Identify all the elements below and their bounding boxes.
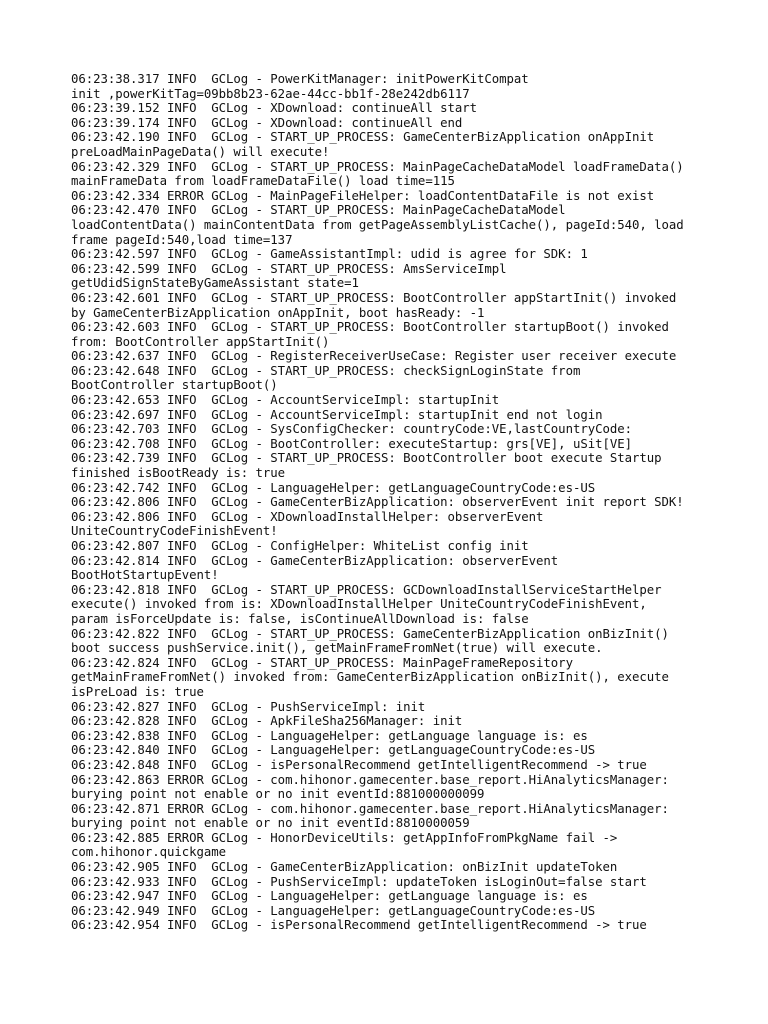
log-entry: 06:23:42.648 INFO GCLog - START_UP_PROCESS: checkSignLoginState from BootController startupBoot() [71,363,581,393]
log-entry: 06:23:42.742 INFO GCLog - LanguageHelper: getLanguageCountryCode:es-US [71,480,596,495]
log-entry: 06:23:42.885 ERROR GCLog - HonorDeviceUtils: getAppInfoFromPkgName fail -> com.hihonor.quickgame [71,830,618,860]
log-entry: 06:23:38.317 INFO GCLog - PowerKitManager: initPowerKitCompat init ,powerKitTag=09bb8b23-62ae-44cc-bb1f-28e242db6117 [71,72,529,101]
log-entry: 06:23:42.597 INFO GCLog - GameAssistantImpl: udid is agree for SDK: 1 [71,247,588,262]
log-entry: 06:23:42.806 INFO GCLog - GameCenterBizApplication: observerEvent init report SDK! [71,495,684,510]
log-entry: 06:23:42.708 INFO GCLog - BootController: executeStartup: grs[VE], uSit[VE] [71,436,632,451]
log-entry: 06:23:42.703 INFO GCLog - SysConfigChecker: countryCode:VE,lastCountryCode: [71,422,632,437]
log-entry: 06:23:42.822 INFO GCLog - START_UP_PROCESS: GameCenterBizApplication onBizInit() boot success pushService.init(), getMainFrameFromNet(true) will execute. [71,626,669,656]
log-entry: 06:23:42.947 INFO GCLog - LanguageHelper: getLanguage language is: es [71,889,588,904]
log-entry: 06:23:42.848 INFO GCLog - isPersonalRecommend getIntelligentRecommend -> true [71,757,647,772]
log-entry: 06:23:42.653 INFO GCLog - AccountServiceImpl: startupInit [71,393,500,408]
log-entry: 06:23:42.807 INFO GCLog - ConfigHelper: WhiteList config init [71,539,529,553]
log-entry: 06:23:42.824 INFO GCLog - START_UP_PROCESS: MainPageFrameRepository getMainFrameFromNet() invoked from: GameCenterBizApplication onBizInit(), execute isPreLoad is: true [71,655,669,699]
log-entry: 06:23:42.190 INFO GCLog - START_UP_PROCESS: GameCenterBizApplication onAppInit preLoadMainPageData() will execute! [71,130,655,159]
log-output [71,72,731,933]
log-entry: 06:23:42.739 INFO GCLog - START_UP_PROCESS: BootController boot execute Startup finished isBootReady is: true [71,451,662,481]
log-entry: 06:23:42.818 INFO GCLog - START_UP_PROCESS: GCDownloadInstallServiceStartHelper execute() invoked from is: XDownloadInstallHelper UniteCountryCodeFinishEvent, param isForceUpdate is: false, isContinueAllDownload is: false [71,582,662,626]
log-entry: 06:23:42.637 INFO GCLog - RegisterReceiverUseCase: Register user receiver execute [71,349,677,364]
log-entry: 06:23:42.933 INFO GCLog - PushServiceImpl: updateToken isLoginOut=false start [71,874,647,889]
log-entry: 06:23:39.152 INFO GCLog - XDownload: continueAll start [71,101,477,116]
log-entry: 06:23:42.828 INFO GCLog - ApkFileSha256Manager: init [71,714,463,729]
log-entry: 06:23:42.905 INFO GCLog - GameCenterBizApplication: onBizInit updateToken [71,860,618,875]
log-entry: 06:23:42.601 INFO GCLog - START_UP_PROCESS: BootController appStartInit() invoked by GameCenterBizApplication onAppInit, boot hasReady: -1 [71,290,677,320]
log-entry: 06:23:42.697 INFO GCLog - AccountServiceImpl: startupInit end not login [71,407,603,422]
log-entry: 06:23:42.949 INFO GCLog - LanguageHelper: getLanguageCountryCode:es-US [71,903,596,918]
log-entry: 06:23:42.863 ERROR GCLog - com.hihonor.gamecenter.base_report.HiAnalyticsManager: burying point not enable or no init eventId:881000000099 [71,772,669,802]
log-entry: 06:23:42.470 INFO GCLog - START_UP_PROCESS: MainPageCacheDataModel loadContentData() mainContentData from getPageAssemblyListCache(), pageId:540, load frame pageId:540,load time=137 [71,203,684,247]
log-entry: 06:23:42.806 INFO GCLog - XDownloadInstallHelper: observerEvent UniteCountryCodeFinishEvent! [71,509,544,539]
log-entry: 06:23:42.603 INFO GCLog - START_UP_PROCESS: BootController startupBoot() invoked from: BootController appStartInit() [71,320,669,349]
log-entry: 06:23:42.954 INFO GCLog - isPersonalRecommend getIntelligentRecommend -> true [71,918,647,933]
log-entry: 06:23:42.599 INFO GCLog - START_UP_PROCESS: AmsServiceImpl getUdidSignStateByGameAssistant state=1 [71,261,507,291]
log-entry: 06:23:42.334 ERROR GCLog - MainPageFileHelper: loadContentDataFile is not exist [71,188,655,203]
log-entry: 06:23:39.174 INFO GCLog - XDownload: continueAll end [71,115,463,130]
log-entry: 06:23:42.814 INFO GCLog - GameCenterBizApplication: observerEvent BootHotStartupEvent! [71,553,559,583]
log-entry: 06:23:42.871 ERROR GCLog - com.hihonor.gamecenter.base_report.HiAnalyticsManager: burying point not enable or no init eventId:8810000059 [71,801,669,831]
log-entry: 06:23:42.838 INFO GCLog - LanguageHelper: getLanguage language is: es [71,728,588,743]
log-entry: 06:23:42.827 INFO GCLog - PushServiceImpl: init [71,699,426,714]
log-entry: 06:23:42.329 INFO GCLog - START_UP_PROCESS: MainPageCacheDataModel loadFrameData() mainFrameData from loadFrameDataFile() load time=115 [71,159,684,189]
log-entry: 06:23:42.840 INFO GCLog - LanguageHelper: getLanguageCountryCode:es-US [71,743,596,758]
